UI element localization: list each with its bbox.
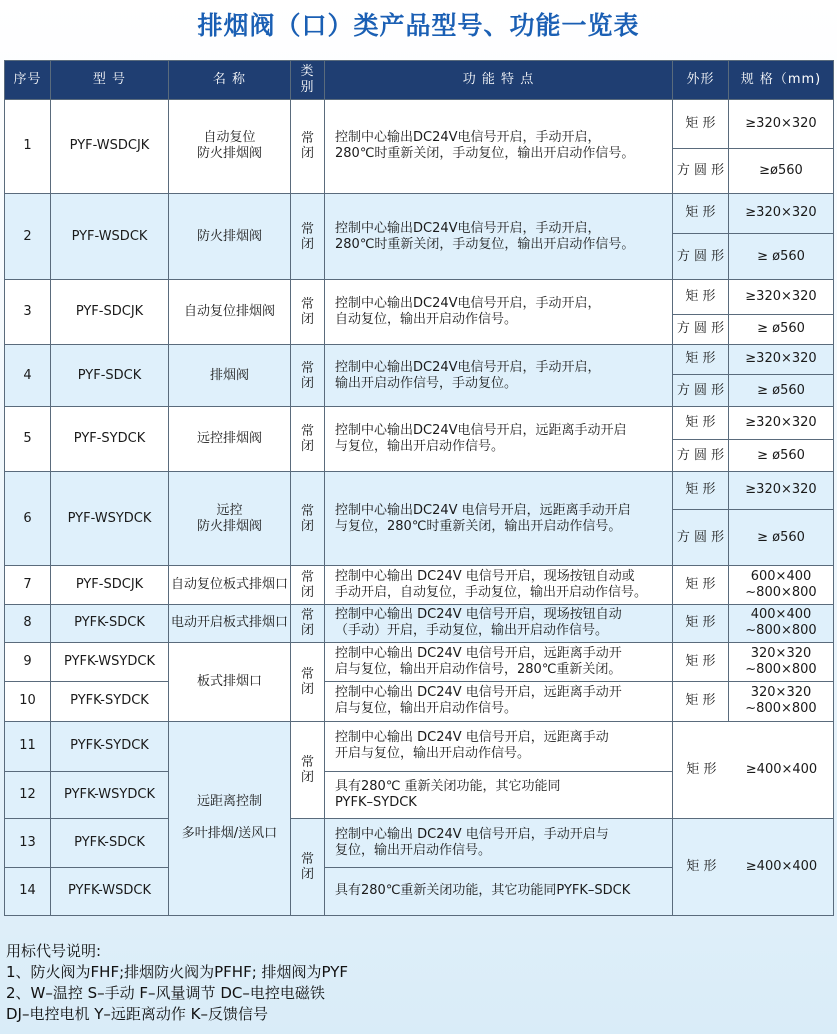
cell-name-l1: 远距离控制 xyxy=(196,794,262,810)
category-l2: 闭 xyxy=(300,312,314,328)
cell-model: PYF-SDCK xyxy=(51,344,169,406)
table-row xyxy=(5,721,834,771)
function-l1: 控制中心输出 DC24V 电信号开启，远距离手动开 xyxy=(335,685,622,701)
cell-category xyxy=(291,100,325,194)
category-l1: 常 xyxy=(300,570,314,586)
cell-category xyxy=(291,344,325,406)
function-l1: 控制中心输出DC24V电信号开启，手动开启， xyxy=(335,220,601,236)
spec-l2: ~800×800 xyxy=(745,585,817,601)
function-l2: 输出开启动作信号，手动复位。 xyxy=(335,375,518,391)
cell-name: 排烟阀 xyxy=(169,344,291,406)
function-l1: 控制中心输出 DC24V 电信号开启，远距离手动开 xyxy=(335,646,622,662)
function-l1: 控制中心输出 DC24V 电信号开启，手动开启与 xyxy=(335,826,609,842)
spec-l1: 400×400 xyxy=(750,607,812,623)
cell-shape: 矩 形 xyxy=(686,859,717,875)
cell-function xyxy=(325,771,673,818)
cell-function xyxy=(325,566,673,604)
cell-model: PYF-SDCJK xyxy=(51,566,169,604)
header-name: 名 称 xyxy=(169,61,291,100)
cell-name: 板式排烟口 xyxy=(169,642,291,721)
category-l1: 常 xyxy=(300,221,314,237)
cell-model: PYFK-WSDCK xyxy=(51,867,169,915)
cell-spec: ≥ ø560 xyxy=(729,509,834,565)
cell-no: 12 xyxy=(5,771,51,818)
function-l2: 280℃时重新关闭，手动复位，输出开启动作信号。 xyxy=(335,146,635,162)
function-l2: 与复位，280℃时重新关闭，输出开启动作信号。 xyxy=(335,518,622,534)
cell-model: PYF-WSDCK xyxy=(51,193,169,280)
cell-shape: 矩 形 xyxy=(673,193,729,233)
table-row xyxy=(5,193,834,233)
cell-shape: 方 圆 形 xyxy=(673,509,729,565)
cell-function xyxy=(325,604,673,642)
cell-function xyxy=(325,344,673,406)
cell-spec: ≥ ø560 xyxy=(729,375,834,407)
cell-model: PYF-WSDCJK xyxy=(51,100,169,194)
cell-no: 10 xyxy=(5,682,51,721)
function-l2: 启与复位，输出开启动作信号。 xyxy=(335,701,518,717)
header-spec: 规 格（mm) xyxy=(729,61,834,100)
category-l2: 闭 xyxy=(300,585,314,601)
header-type xyxy=(291,61,325,100)
header-type-l2: 别 xyxy=(300,80,315,95)
function-l2: 复位，输出开启动作信号。 xyxy=(335,842,492,858)
cell-spec: ≥320×320 xyxy=(729,471,834,509)
cell-shape: 矩 形 xyxy=(673,344,729,374)
cell-name xyxy=(169,721,291,915)
function-l1: 控制中心输出DC24V电信号开启，手动开启， xyxy=(335,130,601,146)
header-func: 功 能 特 点 xyxy=(325,61,673,100)
cell-no: 1 xyxy=(5,100,51,194)
category-l2: 闭 xyxy=(300,375,314,391)
spec-l1: 600×400 xyxy=(750,569,812,585)
product-table xyxy=(4,60,834,916)
table-row xyxy=(5,100,834,149)
cell-function xyxy=(325,721,673,771)
category-l2: 闭 xyxy=(300,438,314,454)
function-l2: 手动开启，自动复位，手动复位，输出开启动作信号。 xyxy=(335,585,648,601)
table-row xyxy=(5,604,834,642)
cell-spec xyxy=(729,682,834,721)
function-l2: PYFK–SYDCK xyxy=(335,795,417,811)
cell-category xyxy=(291,604,325,642)
cell-no: 8 xyxy=(5,604,51,642)
cell-name-l2: 防火排烟阀 xyxy=(196,518,262,534)
table-row xyxy=(5,471,834,509)
category-l2: 闭 xyxy=(300,769,314,785)
cell-function xyxy=(325,100,673,194)
table-header-row xyxy=(5,61,834,100)
cell-shape: 矩 形 xyxy=(673,682,729,721)
page-title: 排烟阀（口）类产品型号、功能一览表 xyxy=(197,11,640,40)
cell-no: 5 xyxy=(5,407,51,471)
notes-line: 2、W–温控 S–手动 F–风量调节 DC–电控电磁铁 xyxy=(6,984,325,1002)
cell-spec xyxy=(729,566,834,604)
spec-l1: 320×320 xyxy=(750,646,812,662)
cell-category xyxy=(291,819,325,916)
cell-model: PYF-SYDCK xyxy=(51,407,169,471)
cell-shape-spec xyxy=(673,721,834,819)
cell-spec: ≥320×320 xyxy=(729,100,834,149)
cell-no: 13 xyxy=(5,819,51,867)
cell-shape: 方 圆 形 xyxy=(673,375,729,407)
cell-category xyxy=(291,280,325,344)
function-l1: 具有280℃ 重新关闭功能，其它功能同 xyxy=(335,779,561,795)
cell-shape: 方 圆 形 xyxy=(673,314,729,344)
cell-function xyxy=(325,407,673,471)
cell-name: 自动复位排烟阀 xyxy=(169,280,291,344)
cell-shape: 矩 形 xyxy=(673,604,729,642)
cell-spec: ≥ø560 xyxy=(729,149,834,193)
cell-name xyxy=(169,471,291,566)
cell-spec xyxy=(729,604,834,642)
cell-function xyxy=(325,819,673,867)
function-l2: （手动）开启，手动复位，输出开启动作信号。 xyxy=(335,623,609,639)
header-type-l1: 类 xyxy=(300,64,315,79)
cell-category xyxy=(291,566,325,604)
category-l1: 常 xyxy=(300,503,314,519)
cell-shape: 矩 形 xyxy=(673,566,729,604)
table-row xyxy=(5,407,834,440)
table-row xyxy=(5,344,834,374)
category-l2: 闭 xyxy=(300,146,314,162)
cell-spec: ≥400×400 xyxy=(745,859,818,875)
cell-name-l1: 远控 xyxy=(216,502,243,518)
function-l2: 自动复位，输出开启动作信号。 xyxy=(335,312,518,328)
cell-function xyxy=(325,193,673,280)
cell-category xyxy=(291,471,325,566)
cell-no: 9 xyxy=(5,642,51,681)
category-l1: 常 xyxy=(300,852,314,868)
function-l1: 控制中心输出 DC24V 电信号开启，远距离手动 xyxy=(335,730,609,746)
category-l1: 常 xyxy=(300,131,314,147)
cell-model: PYFK-SDCK xyxy=(51,819,169,867)
notes-heading: 用标代号说明: xyxy=(6,942,102,960)
category-l2: 闭 xyxy=(300,236,314,252)
cell-function xyxy=(325,280,673,344)
cell-spec xyxy=(729,642,834,681)
cell-shape: 矩 形 xyxy=(673,642,729,681)
cell-name xyxy=(169,100,291,194)
cell-name-l1: 自动复位 xyxy=(203,130,256,146)
function-l1: 控制中心输出DC24V电信号开启，手动开启， xyxy=(335,296,601,312)
header-shape: 外形 xyxy=(673,61,729,100)
cell-spec: ≥400×400 xyxy=(745,761,818,777)
function-l2: 开启与复位，输出开启动作信号。 xyxy=(335,746,531,762)
cell-no: 11 xyxy=(5,721,51,771)
cell-function: 具有280℃重新关闭功能，其它功能同PYFK–SDCK xyxy=(325,867,673,915)
spec-l2: ~800×800 xyxy=(745,623,817,639)
cell-shape: 方 圆 形 xyxy=(673,233,729,279)
category-l2: 闭 xyxy=(300,867,314,883)
notes-line: DJ–电控电机 Y–远距离动作 K–反馈信号 xyxy=(6,1005,269,1023)
function-l1: 控制中心输出 DC24V 电信号开启，现场按钮自动 xyxy=(335,607,622,623)
cell-model: PYFK-SYDCK xyxy=(51,721,169,771)
cell-name: 防火排烟阀 xyxy=(169,193,291,280)
cell-category xyxy=(291,721,325,819)
cell-shape: 矩 形 xyxy=(686,761,717,777)
category-l2: 闭 xyxy=(300,518,314,534)
table-row xyxy=(5,566,834,604)
cell-spec: ≥320×320 xyxy=(729,407,834,440)
cell-shape: 矩 形 xyxy=(673,280,729,314)
cell-spec: ≥320×320 xyxy=(729,280,834,314)
category-l1: 常 xyxy=(300,297,314,313)
cell-spec: ≥ ø560 xyxy=(729,233,834,279)
cell-no: 14 xyxy=(5,867,51,915)
category-l1: 常 xyxy=(300,423,314,439)
cell-shape-spec xyxy=(673,819,834,916)
category-l1: 常 xyxy=(300,608,314,624)
cell-name-l2: 多叶排烟/送风口 xyxy=(181,826,278,842)
cell-model: PYFK-SYDCK xyxy=(51,682,169,721)
category-l2: 闭 xyxy=(300,623,314,639)
cell-name: 电动开启板式排烟口 xyxy=(169,604,291,642)
cell-shape: 方 圆 形 xyxy=(673,149,729,193)
function-l1: 控制中心输出DC24V电信号开启，手动开启， xyxy=(335,359,601,375)
spec-l2: ~800×800 xyxy=(745,701,817,717)
cell-name: 自动复位板式排烟口 xyxy=(169,566,291,604)
cell-function xyxy=(325,471,673,566)
cell-category xyxy=(291,407,325,471)
cell-model: PYFK-SDCK xyxy=(51,604,169,642)
cell-name: 远控排烟阀 xyxy=(169,407,291,471)
spec-l1: 320×320 xyxy=(750,685,812,701)
cell-model: PYF-SDCJK xyxy=(51,280,169,344)
cell-spec: ≥ ø560 xyxy=(729,440,834,471)
cell-no: 2 xyxy=(5,193,51,280)
function-l2: 280℃时重新关闭，手动复位，输出开启动作信号。 xyxy=(335,236,635,252)
cell-function xyxy=(325,642,673,681)
cell-spec: ≥320×320 xyxy=(729,344,834,374)
category-l2: 闭 xyxy=(300,681,314,697)
cell-category xyxy=(291,193,325,280)
table-row xyxy=(5,819,834,867)
cell-spec: ≥320×320 xyxy=(729,193,834,233)
cell-category xyxy=(291,642,325,721)
header-model: 型 号 xyxy=(51,61,169,100)
cell-model: PYF-WSYDCK xyxy=(51,471,169,566)
cell-no: 7 xyxy=(5,566,51,604)
category-l1: 常 xyxy=(300,360,314,376)
cell-shape: 矩 形 xyxy=(673,100,729,149)
cell-function xyxy=(325,682,673,721)
notes-line: 1、防火阀为FHF;排烟防火阀为PFHF; 排烟阀为PYF xyxy=(6,963,349,981)
cell-name-l2: 防火排烟阀 xyxy=(196,146,262,162)
category-l1: 常 xyxy=(300,666,314,682)
spec-l2: ~800×800 xyxy=(745,662,817,678)
cell-shape: 矩 形 xyxy=(673,471,729,509)
function-l2: 启与复位，输出开启动作信号，280℃重新关闭。 xyxy=(335,662,622,678)
table-row xyxy=(5,682,834,721)
cell-no: 6 xyxy=(5,471,51,566)
cell-spec: ≥ ø560 xyxy=(729,314,834,344)
function-l1: 控制中心输出DC24V 电信号开启，远距离手动开启 xyxy=(335,502,631,518)
notes xyxy=(6,941,831,1025)
cell-shape: 矩 形 xyxy=(673,407,729,440)
cell-no: 3 xyxy=(5,280,51,344)
function-l1: 控制中心输出DC24V电信号开启，远距离手动开启 xyxy=(335,422,627,438)
cell-shape: 方 圆 形 xyxy=(673,440,729,471)
category-l1: 常 xyxy=(300,754,314,770)
table-row xyxy=(5,642,834,681)
cell-model: PYFK-WSYDCK xyxy=(51,642,169,681)
cell-no: 4 xyxy=(5,344,51,406)
table-row xyxy=(5,280,834,314)
function-l1: 控制中心输出 DC24V 电信号开启，现场按钮自动或 xyxy=(335,569,635,585)
cell-model: PYFK-WSYDCK xyxy=(51,771,169,818)
function-l2: 与复位，输出开启动作信号。 xyxy=(335,438,505,454)
header-no: 序号 xyxy=(5,61,51,100)
